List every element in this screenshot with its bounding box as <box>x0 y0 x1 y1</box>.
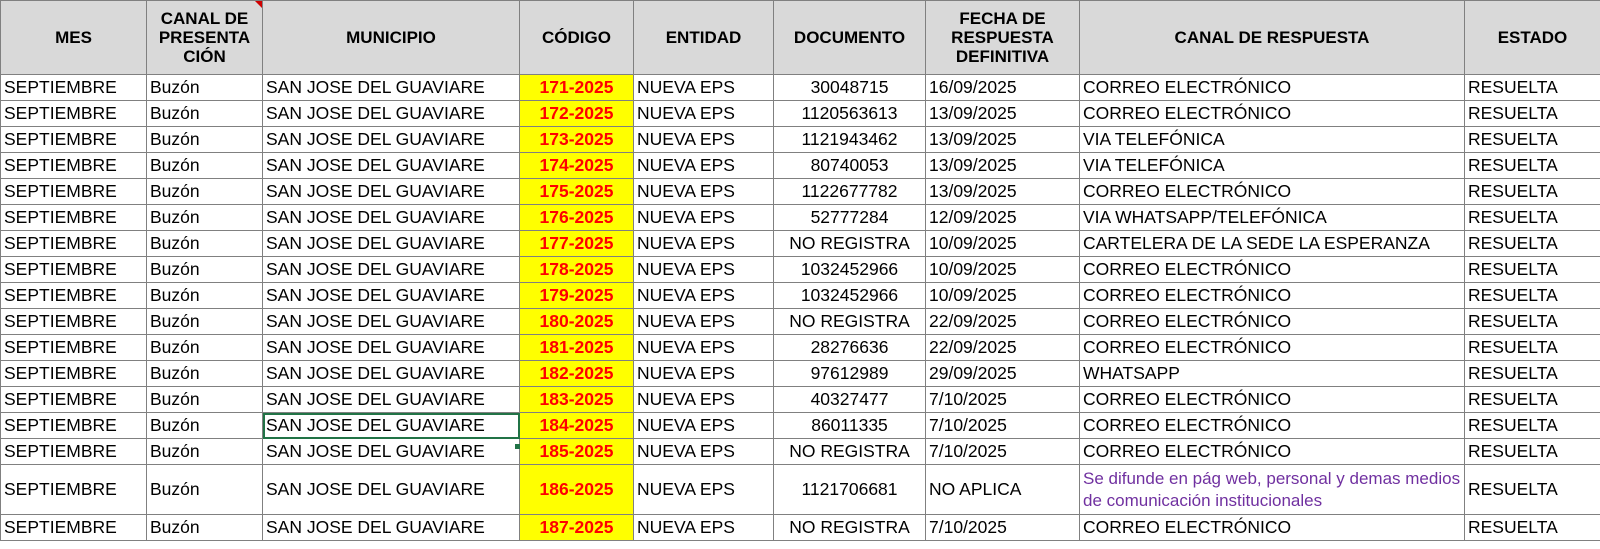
cell-estado[interactable]: RESUELTA <box>1465 231 1600 257</box>
header-estado[interactable]: ESTADO <box>1465 1 1600 75</box>
cell-entidad[interactable]: NUEVA EPS <box>634 413 774 439</box>
cell-documento[interactable]: 52777284 <box>774 205 926 231</box>
cell-canal[interactable]: Buzón <box>147 205 263 231</box>
cell-canal-respuesta[interactable]: VIA TELEFÓNICA <box>1080 127 1465 153</box>
cell-estado[interactable]: RESUELTA <box>1465 413 1600 439</box>
cell-codigo[interactable]: 187-2025 <box>520 515 634 541</box>
cell-canal[interactable]: Buzón <box>147 101 263 127</box>
cell-estado[interactable]: RESUELTA <box>1465 283 1600 309</box>
cell-canal[interactable]: Buzón <box>147 515 263 541</box>
table-row <box>1 179 1600 205</box>
cell-codigo[interactable]: 178-2025 <box>520 257 634 283</box>
cell-fecha[interactable]: 7/10/2025 <box>926 413 1080 439</box>
cell-codigo[interactable]: 181-2025 <box>520 335 634 361</box>
cell-documento[interactable]: 97612989 <box>774 361 926 387</box>
table-row <box>1 205 1600 231</box>
table-row <box>1 127 1600 153</box>
cell-canal-respuesta[interactable]: CORREO ELECTRÓNICO <box>1080 283 1465 309</box>
cell-canal[interactable]: Buzón <box>147 465 263 515</box>
cell-entidad[interactable]: NUEVA EPS <box>634 101 774 127</box>
cell-municipio[interactable]: SAN JOSE DEL GUAVIARE <box>263 309 520 335</box>
cell-canal-respuesta[interactable]: CARTELERA DE LA SEDE LA ESPERANZA <box>1080 231 1465 257</box>
cell-documento[interactable]: 86011335 <box>774 413 926 439</box>
cell-municipio[interactable]: SAN JOSE DEL GUAVIARE <box>263 179 520 205</box>
cell-canal[interactable]: Buzón <box>147 361 263 387</box>
cell-documento[interactable]: NO REGISTRA <box>774 515 926 541</box>
cell-mes[interactable]: SEPTIEMBRE <box>1 231 147 257</box>
cell-documento[interactable]: 1120563613 <box>774 101 926 127</box>
cell-documento[interactable]: 1121706681 <box>774 465 926 515</box>
cell-documento[interactable]: 1121943462 <box>774 127 926 153</box>
cell-estado[interactable]: RESUELTA <box>1465 387 1600 413</box>
cell-canal[interactable]: Buzón <box>147 439 263 465</box>
cell-mes[interactable]: SEPTIEMBRE <box>1 361 147 387</box>
cell-documento[interactable]: NO REGISTRA <box>774 309 926 335</box>
cell-mes[interactable]: SEPTIEMBRE <box>1 413 147 439</box>
cell-estado[interactable]: RESUELTA <box>1465 439 1600 465</box>
cell-mes[interactable]: SEPTIEMBRE <box>1 465 147 515</box>
cell-mes[interactable]: SEPTIEMBRE <box>1 335 147 361</box>
cell-canal-respuesta[interactable]: CORREO ELECTRÓNICO <box>1080 413 1465 439</box>
cell-estado[interactable]: RESUELTA <box>1465 101 1600 127</box>
table-row <box>1 387 1600 413</box>
cell-entidad[interactable]: NUEVA EPS <box>634 387 774 413</box>
table-row <box>1 75 1600 101</box>
cell-fecha[interactable]: NO APLICA <box>926 465 1080 515</box>
cell-municipio[interactable]: SAN JOSE DEL GUAVIARE <box>263 231 520 257</box>
cell-municipio[interactable]: SAN JOSE DEL GUAVIARE <box>263 283 520 309</box>
table-row <box>1 153 1600 179</box>
cell-canal[interactable]: Buzón <box>147 387 263 413</box>
cell-entidad[interactable]: NUEVA EPS <box>634 205 774 231</box>
cell-mes[interactable]: SEPTIEMBRE <box>1 101 147 127</box>
cell-estado[interactable]: RESUELTA <box>1465 309 1600 335</box>
cell-fecha[interactable]: 10/09/2025 <box>926 231 1080 257</box>
cell-estado[interactable]: RESUELTA <box>1465 361 1600 387</box>
table-row <box>1 515 1600 541</box>
cell-canal-respuesta[interactable]: CORREO ELECTRÓNICO <box>1080 387 1465 413</box>
cell-canal[interactable]: Buzón <box>147 127 263 153</box>
header-codigo[interactable]: CÓDIGO <box>520 1 634 75</box>
cell-codigo[interactable]: 174-2025 <box>520 153 634 179</box>
cell-municipio[interactable]: SAN JOSE DEL GUAVIARE <box>263 335 520 361</box>
cell-canal-respuesta[interactable]: CORREO ELECTRÓNICO <box>1080 515 1465 541</box>
cell-codigo[interactable]: 183-2025 <box>520 387 634 413</box>
cell-municipio[interactable]: SAN JOSE DEL GUAVIARE <box>263 387 520 413</box>
cell-entidad[interactable]: NUEVA EPS <box>634 439 774 465</box>
cell-entidad[interactable]: NUEVA EPS <box>634 75 774 101</box>
cell-municipio[interactable]: SAN JOSE DEL GUAVIARE <box>263 413 520 439</box>
header-fecha-respuesta[interactable]: FECHA DE RESPUESTA DEFINITIVA <box>926 1 1080 75</box>
table-row <box>1 413 1600 439</box>
cell-estado[interactable]: RESUELTA <box>1465 335 1600 361</box>
cell-canal-respuesta[interactable]: CORREO ELECTRÓNICO <box>1080 335 1465 361</box>
cell-fecha[interactable]: 13/09/2025 <box>926 101 1080 127</box>
cell-fecha[interactable]: 22/09/2025 <box>926 335 1080 361</box>
header-canal-presentacion[interactable] <box>147 1 263 75</box>
cell-fecha[interactable]: 7/10/2025 <box>926 515 1080 541</box>
cell-fecha[interactable]: 7/10/2025 <box>926 387 1080 413</box>
cell-canal[interactable]: Buzón <box>147 231 263 257</box>
cell-estado[interactable]: RESUELTA <box>1465 179 1600 205</box>
cell-codigo[interactable]: 171-2025 <box>520 75 634 101</box>
cell-entidad[interactable]: NUEVA EPS <box>634 515 774 541</box>
table-row <box>1 361 1600 387</box>
cell-canal[interactable]: Buzón <box>147 309 263 335</box>
cell-codigo[interactable]: 177-2025 <box>520 231 634 257</box>
cell-documento[interactable]: 1032452966 <box>774 283 926 309</box>
cell-entidad[interactable]: NUEVA EPS <box>634 361 774 387</box>
cell-mes[interactable]: SEPTIEMBRE <box>1 127 147 153</box>
cell-municipio[interactable]: SAN JOSE DEL GUAVIARE <box>263 205 520 231</box>
cell-canal[interactable]: Buzón <box>147 413 263 439</box>
fill-handle[interactable] <box>515 444 520 449</box>
cell-documento[interactable]: 1122677782 <box>774 179 926 205</box>
table-row <box>1 309 1600 335</box>
header-row <box>1 1 1600 75</box>
header-entidad[interactable]: ENTIDAD <box>634 1 774 75</box>
cell-municipio[interactable]: SAN JOSE DEL GUAVIARE <box>263 361 520 387</box>
cell-mes[interactable]: SEPTIEMBRE <box>1 387 147 413</box>
cell-entidad[interactable]: NUEVA EPS <box>634 179 774 205</box>
cell-canal-respuesta[interactable]: VIA TELEFÓNICA <box>1080 153 1465 179</box>
cell-entidad[interactable]: NUEVA EPS <box>634 309 774 335</box>
cell-estado[interactable]: RESUELTA <box>1465 75 1600 101</box>
cell-canal-respuesta[interactable]: VIA WHATSAPP/TELEFÓNICA <box>1080 205 1465 231</box>
cell-municipio[interactable]: SAN JOSE DEL GUAVIARE <box>263 257 520 283</box>
header-mes[interactable]: MES <box>1 1 147 75</box>
cell-municipio[interactable]: SAN JOSE DEL GUAVIARE <box>263 153 520 179</box>
cell-codigo[interactable]: 175-2025 <box>520 179 634 205</box>
cell-mes[interactable]: SEPTIEMBRE <box>1 309 147 335</box>
cell-fecha[interactable]: 16/09/2025 <box>926 75 1080 101</box>
cell-entidad[interactable]: NUEVA EPS <box>634 465 774 515</box>
cell-codigo[interactable]: 184-2025 <box>520 413 634 439</box>
cell-fecha[interactable]: 7/10/2025 <box>926 439 1080 465</box>
cell-canal[interactable]: Buzón <box>147 179 263 205</box>
header-municipio[interactable]: MUNICIPIO <box>263 1 520 75</box>
cell-mes[interactable]: SEPTIEMBRE <box>1 153 147 179</box>
table-row <box>1 231 1600 257</box>
cell-canal[interactable]: Buzón <box>147 257 263 283</box>
cell-fecha[interactable]: 13/09/2025 <box>926 127 1080 153</box>
cell-canal-respuesta[interactable]: CORREO ELECTRÓNICO <box>1080 75 1465 101</box>
cell-codigo[interactable]: 182-2025 <box>520 361 634 387</box>
cell-documento[interactable]: NO REGISTRA <box>774 439 926 465</box>
table-row <box>1 465 1600 515</box>
cell-documento[interactable]: 30048715 <box>774 75 926 101</box>
cell-codigo[interactable]: 176-2025 <box>520 205 634 231</box>
table-body <box>1 75 1600 541</box>
cell-documento[interactable]: NO REGISTRA <box>774 231 926 257</box>
comment-indicator-icon[interactable] <box>255 1 262 8</box>
cell-fecha[interactable]: 29/09/2025 <box>926 361 1080 387</box>
cell-canal-respuesta[interactable]: CORREO ELECTRÓNICO <box>1080 309 1465 335</box>
cell-entidad[interactable]: NUEVA EPS <box>634 257 774 283</box>
cell-fecha[interactable]: 10/09/2025 <box>926 257 1080 283</box>
table-row <box>1 101 1600 127</box>
cell-estado[interactable]: RESUELTA <box>1465 127 1600 153</box>
cell-codigo[interactable]: 172-2025 <box>520 101 634 127</box>
table-row <box>1 283 1600 309</box>
cell-codigo[interactable]: 186-2025 <box>520 465 634 515</box>
cell-municipio[interactable]: SAN JOSE DEL GUAVIARE <box>263 127 520 153</box>
cell-fecha[interactable]: 13/09/2025 <box>926 179 1080 205</box>
cell-documento[interactable]: 1032452966 <box>774 257 926 283</box>
cell-entidad[interactable]: NUEVA EPS <box>634 231 774 257</box>
cell-canal[interactable]: Buzón <box>147 153 263 179</box>
table-row <box>1 257 1600 283</box>
cell-mes[interactable]: SEPTIEMBRE <box>1 205 147 231</box>
cell-estado[interactable]: RESUELTA <box>1465 153 1600 179</box>
cell-canal[interactable]: Buzón <box>147 75 263 101</box>
cell-codigo[interactable]: 173-2025 <box>520 127 634 153</box>
cell-canal[interactable]: Buzón <box>147 283 263 309</box>
cell-estado[interactable]: RESUELTA <box>1465 465 1600 515</box>
cell-estado[interactable]: RESUELTA <box>1465 257 1600 283</box>
header-documento[interactable]: DOCUMENTO <box>774 1 926 75</box>
cell-mes[interactable]: SEPTIEMBRE <box>1 439 147 465</box>
header-canal-presentacion-label: CANAL DE PRESENTA CIÓN <box>158 9 251 66</box>
cell-canal[interactable]: Buzón <box>147 335 263 361</box>
table-row <box>1 439 1600 465</box>
cell-fecha[interactable]: 22/09/2025 <box>926 309 1080 335</box>
cell-municipio[interactable]: SAN JOSE DEL GUAVIARE <box>263 515 520 541</box>
cell-entidad[interactable]: NUEVA EPS <box>634 127 774 153</box>
cell-municipio[interactable]: SAN JOSE DEL GUAVIARE <box>263 465 520 515</box>
cell-documento[interactable]: 80740053 <box>774 153 926 179</box>
cell-entidad[interactable]: NUEVA EPS <box>634 283 774 309</box>
cell-mes[interactable]: SEPTIEMBRE <box>1 257 147 283</box>
cell-municipio[interactable]: SAN JOSE DEL GUAVIARE <box>263 75 520 101</box>
cell-mes[interactable]: SEPTIEMBRE <box>1 75 147 101</box>
header-canal-respuesta[interactable]: CANAL DE RESPUESTA <box>1080 1 1465 75</box>
cell-entidad[interactable]: NUEVA EPS <box>634 153 774 179</box>
cell-estado[interactable]: RESUELTA <box>1465 515 1600 541</box>
cell-canal-respuesta[interactable]: CORREO ELECTRÓNICO <box>1080 439 1465 465</box>
table-row <box>1 335 1600 361</box>
cell-mes[interactable]: SEPTIEMBRE <box>1 283 147 309</box>
cell-mes[interactable]: SEPTIEMBRE <box>1 515 147 541</box>
cell-canal-respuesta[interactable]: CORREO ELECTRÓNICO <box>1080 257 1465 283</box>
cell-municipio[interactable]: SAN JOSE DEL GUAVIARE <box>263 101 520 127</box>
cell-documento[interactable]: 28276636 <box>774 335 926 361</box>
cell-documento[interactable]: 40327477 <box>774 387 926 413</box>
cell-fecha[interactable]: 13/09/2025 <box>926 153 1080 179</box>
cell-fecha[interactable]: 12/09/2025 <box>926 205 1080 231</box>
cell-entidad[interactable]: NUEVA EPS <box>634 335 774 361</box>
cell-mes[interactable]: SEPTIEMBRE <box>1 179 147 205</box>
cell-codigo[interactable]: 180-2025 <box>520 309 634 335</box>
cell-municipio[interactable]: SAN JOSE DEL GUAVIARE <box>263 439 520 465</box>
cell-canal-respuesta[interactable]: CORREO ELECTRÓNICO <box>1080 101 1465 127</box>
cell-estado[interactable]: RESUELTA <box>1465 205 1600 231</box>
cell-codigo[interactable]: 179-2025 <box>520 283 634 309</box>
cell-canal-respuesta[interactable]: CORREO ELECTRÓNICO <box>1080 179 1465 205</box>
cell-fecha[interactable]: 10/09/2025 <box>926 283 1080 309</box>
cell-canal-respuesta[interactable]: Se difunde en pág web, personal y demas medios de comunicación institucionales <box>1080 465 1465 515</box>
cell-codigo[interactable]: 185-2025 <box>520 439 634 465</box>
cell-canal-respuesta[interactable]: WHATSAPP <box>1080 361 1465 387</box>
